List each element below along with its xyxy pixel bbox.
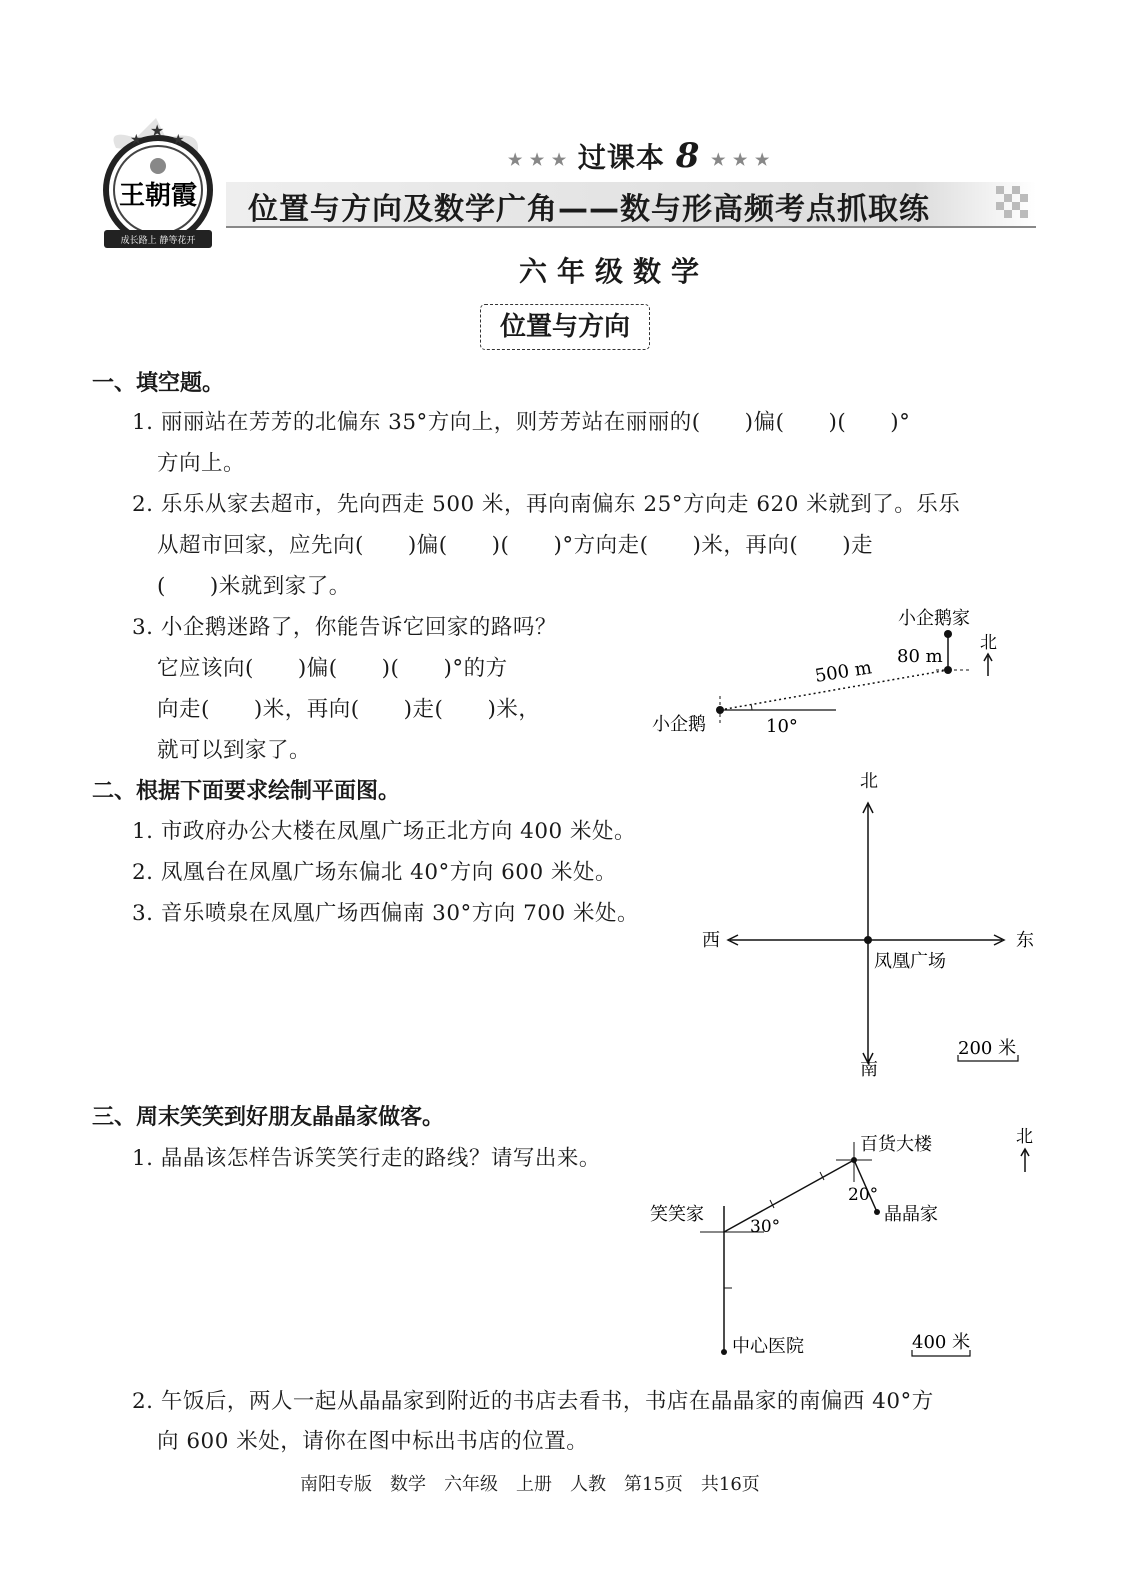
angle1-label: 30°	[750, 1217, 781, 1237]
svg-text:★: ★	[172, 132, 185, 148]
page-subject: 六年级数学	[519, 255, 710, 288]
p2-q1: 1. 市政府办公大楼在凤凰广场正北方向 400 米处。	[132, 819, 637, 844]
q3-line1: 3. 小企鹅迷路了，你能告诉它回家的路吗？	[132, 615, 557, 640]
penguin-diagram	[640, 600, 1040, 750]
logo-text: 王朝霞	[118, 181, 198, 211]
part2-heading: 二、根据下面要求绘制平面图。	[92, 779, 401, 804]
north-label: 北	[860, 771, 878, 792]
section-title: 位置与方向	[480, 304, 650, 350]
dist1-label: 500 m	[813, 657, 874, 687]
p3-q2-line1: 2. 午饭后，两人一起从晶晶家到附近的书店去看书，书店在晶晶家的南偏西 40°方	[132, 1389, 934, 1414]
q2-line3: ( )米就到家了。	[157, 574, 351, 599]
dist2-label: 80 m	[897, 646, 943, 667]
jingjing-point	[874, 1209, 880, 1215]
part3-heading: 三、周末笑笑到好朋友晶晶家做客。	[92, 1105, 445, 1130]
north-label: 北	[980, 633, 997, 653]
banner-title: 位置与方向及数学广角——数与形高频考点抓取练	[248, 192, 930, 227]
penguin-label: 小企鹅	[652, 714, 706, 735]
q3-line2: 它应该向( )偏( )( )°的方	[157, 656, 508, 681]
route-diagram	[640, 1120, 1050, 1370]
p2-q3: 3. 音乐喷泉在凤凰广场西偏南 30°方向 700 米处。	[132, 901, 639, 926]
store-label: 百货大楼	[860, 1134, 932, 1155]
svg-text:★: ★	[150, 121, 165, 140]
logo-slogan: 成长路上 静等花开	[120, 236, 196, 246]
center-label: 凤凰广场	[874, 951, 946, 972]
angle-arc	[751, 704, 752, 710]
p2-q2: 2. 凤凰台在凤凰广场东偏北 40°方向 600 米处。	[132, 860, 617, 885]
star-icon: ★ ★ ★	[508, 150, 568, 169]
page-footer: 南阳专版 数学 六年级 上册 人教 第15页 共16页	[300, 1474, 760, 1495]
q3-line4: 就可以到家了。	[157, 738, 312, 763]
p3-q1: 1. 晶晶该怎样告诉笑笑行走的路线？请写出来。	[132, 1146, 601, 1171]
route-segment-1	[724, 1160, 854, 1232]
q1-line2: 方向上。	[157, 451, 246, 476]
scale-label: 400 米	[912, 1332, 971, 1353]
east-label: 东	[1016, 930, 1034, 951]
jingjing-label: 晶晶家	[884, 1204, 938, 1225]
angle-label: 10°	[766, 716, 798, 737]
west-label: 西	[702, 930, 720, 951]
q2-line2: 从超市回家，应先向( )偏( )( )°方向走( )米，再向( )走	[157, 533, 874, 558]
center-point	[864, 936, 872, 944]
svg-text:★: ★	[130, 132, 143, 148]
part1-heading: 一、填空题。	[92, 371, 225, 396]
hospital-point	[721, 1349, 727, 1355]
angle2-label: 20°	[848, 1185, 879, 1205]
series-number: 8	[675, 136, 701, 176]
compass-diagram	[690, 765, 1050, 1085]
penguin-point	[716, 706, 724, 714]
north-label: 北	[1016, 1127, 1033, 1147]
home-label: 小企鹅家	[898, 608, 970, 629]
logo-emblem	[96, 118, 220, 258]
q3-line3: 向走( )米，再向( )走( )米，	[157, 697, 541, 722]
series-label-line	[508, 136, 770, 176]
series-label: 过课本	[577, 141, 665, 174]
p3-q2-line2: 向 600 米处，请你在图中标出书店的位置。	[157, 1429, 589, 1454]
q2-line1: 2. 乐乐从家去超市，先向西走 500 米，再向南偏东 25°方向走 620 米就到了。乐乐	[132, 492, 961, 517]
star-icon: ★ ★ ★	[711, 150, 771, 169]
hospital-label: 中心医院	[732, 1336, 804, 1357]
south-label: 南	[860, 1059, 878, 1080]
q1-line1: 1. 丽丽站在芳芳的北偏东 35°方向上，则芳芳站在丽丽的( )偏( )( )°	[132, 410, 911, 435]
scale-label: 200 米	[958, 1038, 1017, 1059]
xiaoxiao-label: 笑笑家	[650, 1204, 704, 1225]
